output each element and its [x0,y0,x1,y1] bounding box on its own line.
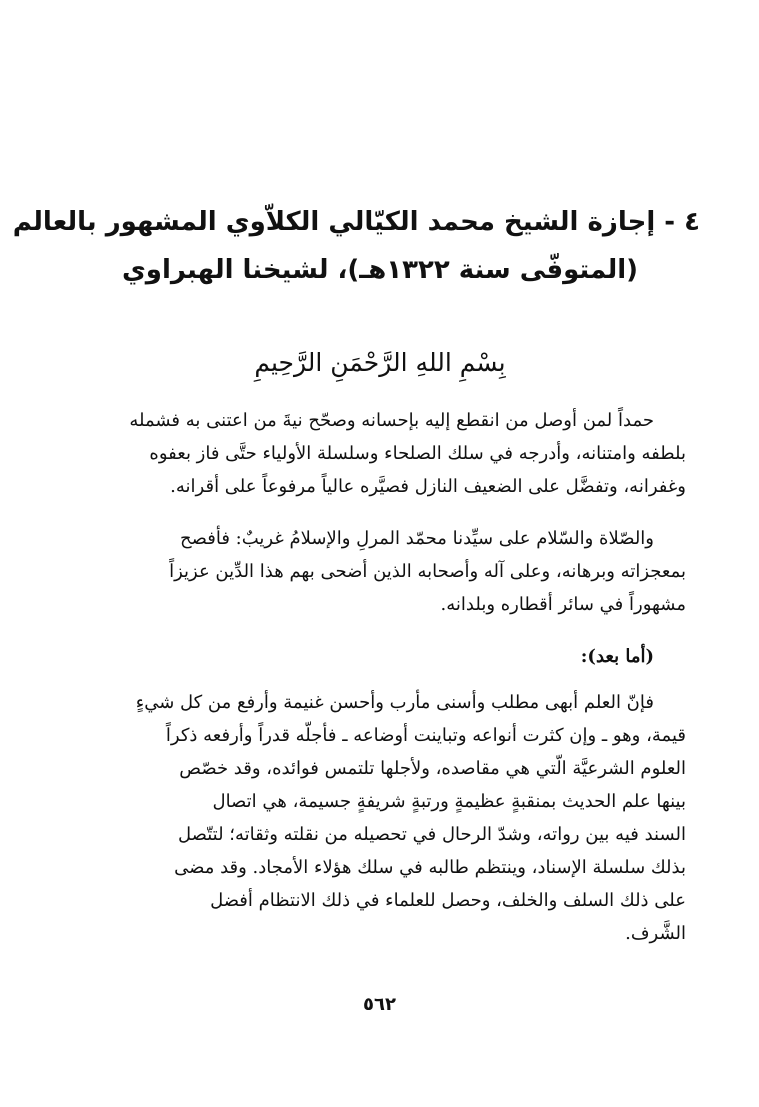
text-line: والصّلاة والسّلام على سيِّدنا محمّد المرلِ والإسلامُ غريبٌ: فأفصح [180,528,654,549]
title-line-2: (المتوفّى سنة ١٣٢٢هـ)، لشيخنا الهبراوي [121,255,639,285]
text-line: مشهوراً في سائر أقطاره وبلدانه. [440,594,686,615]
page-number: ٥٦٢ [363,994,396,1015]
paragraph-praise [76,404,686,503]
text-line: بمعجزاته وبرهانه، وعلى آله وأصحابه الذين أضحى بهم هذا الدِّين عزيزاً [169,561,686,582]
basmala: بِسْمِ اللهِ الرَّحْمَنِ الرَّحِيمِ [254,348,506,377]
text-line: وغفرانه، وتفضَّل على الضعيف النازل فصيَّره عالياً مرفوعاً على أقرانه. [170,476,686,497]
text-line: فإنّ العلم أبهى مطلب وأسنى مأرب وأحسن غنيمة وأرفع من كل شيءٍ [135,692,654,713]
paragraph-salutation [76,522,686,621]
page-title [12,198,700,294]
text-line: الشَّرف. [625,923,686,944]
text-line: العلوم الشرعيَّة الّتي هي مقاصده، ولأجلها تلتمس فوائده، وقد خصّص [179,758,686,779]
text-line: بلطفه وامتنانه، وأدرجه في سلك الصلحاء وسلسلة الأولياء حتَّى فاز بعفوه [149,443,686,464]
paragraph-knowledge [76,686,686,950]
text-line: قيمة، وهو ـ وإن كثرت أنواعه وتباينت أوضاعه ـ فأجلّه قدراً وأرفعه ذكراً [165,725,686,746]
text-line: بذلك سلسلة الإسناد، وينتظم طالبه في سلك هؤلاء الأمجاد. وقد مضى [174,857,686,878]
text-line: (أما بعد): [580,646,654,667]
text-line: على ذلك السلف والخلف، وحصل للعلماء في ذلك الانتظام أفضل [210,890,686,911]
text-line: السند فيه بين رواته، وشدّ الرحال في تحصيله من نقلته وثقاته؛ لتتّصل [177,824,686,845]
section-heading [76,640,686,673]
text-line: بينها علم الحديث بمنقبةٍ عظيمةٍ ورتبةٍ شريفةٍ جسيمة، هي اتصال [212,791,686,812]
title-line-1: ٤ - إجازة الشيخ محمد الكيّالي الكلاّوي المشهور بالعالم [12,207,700,237]
text-line: حمداً لمن أوصل من انقطع إليه بإحسانه وصحّح نيةَ من اعتنى به فشمله [129,410,654,431]
